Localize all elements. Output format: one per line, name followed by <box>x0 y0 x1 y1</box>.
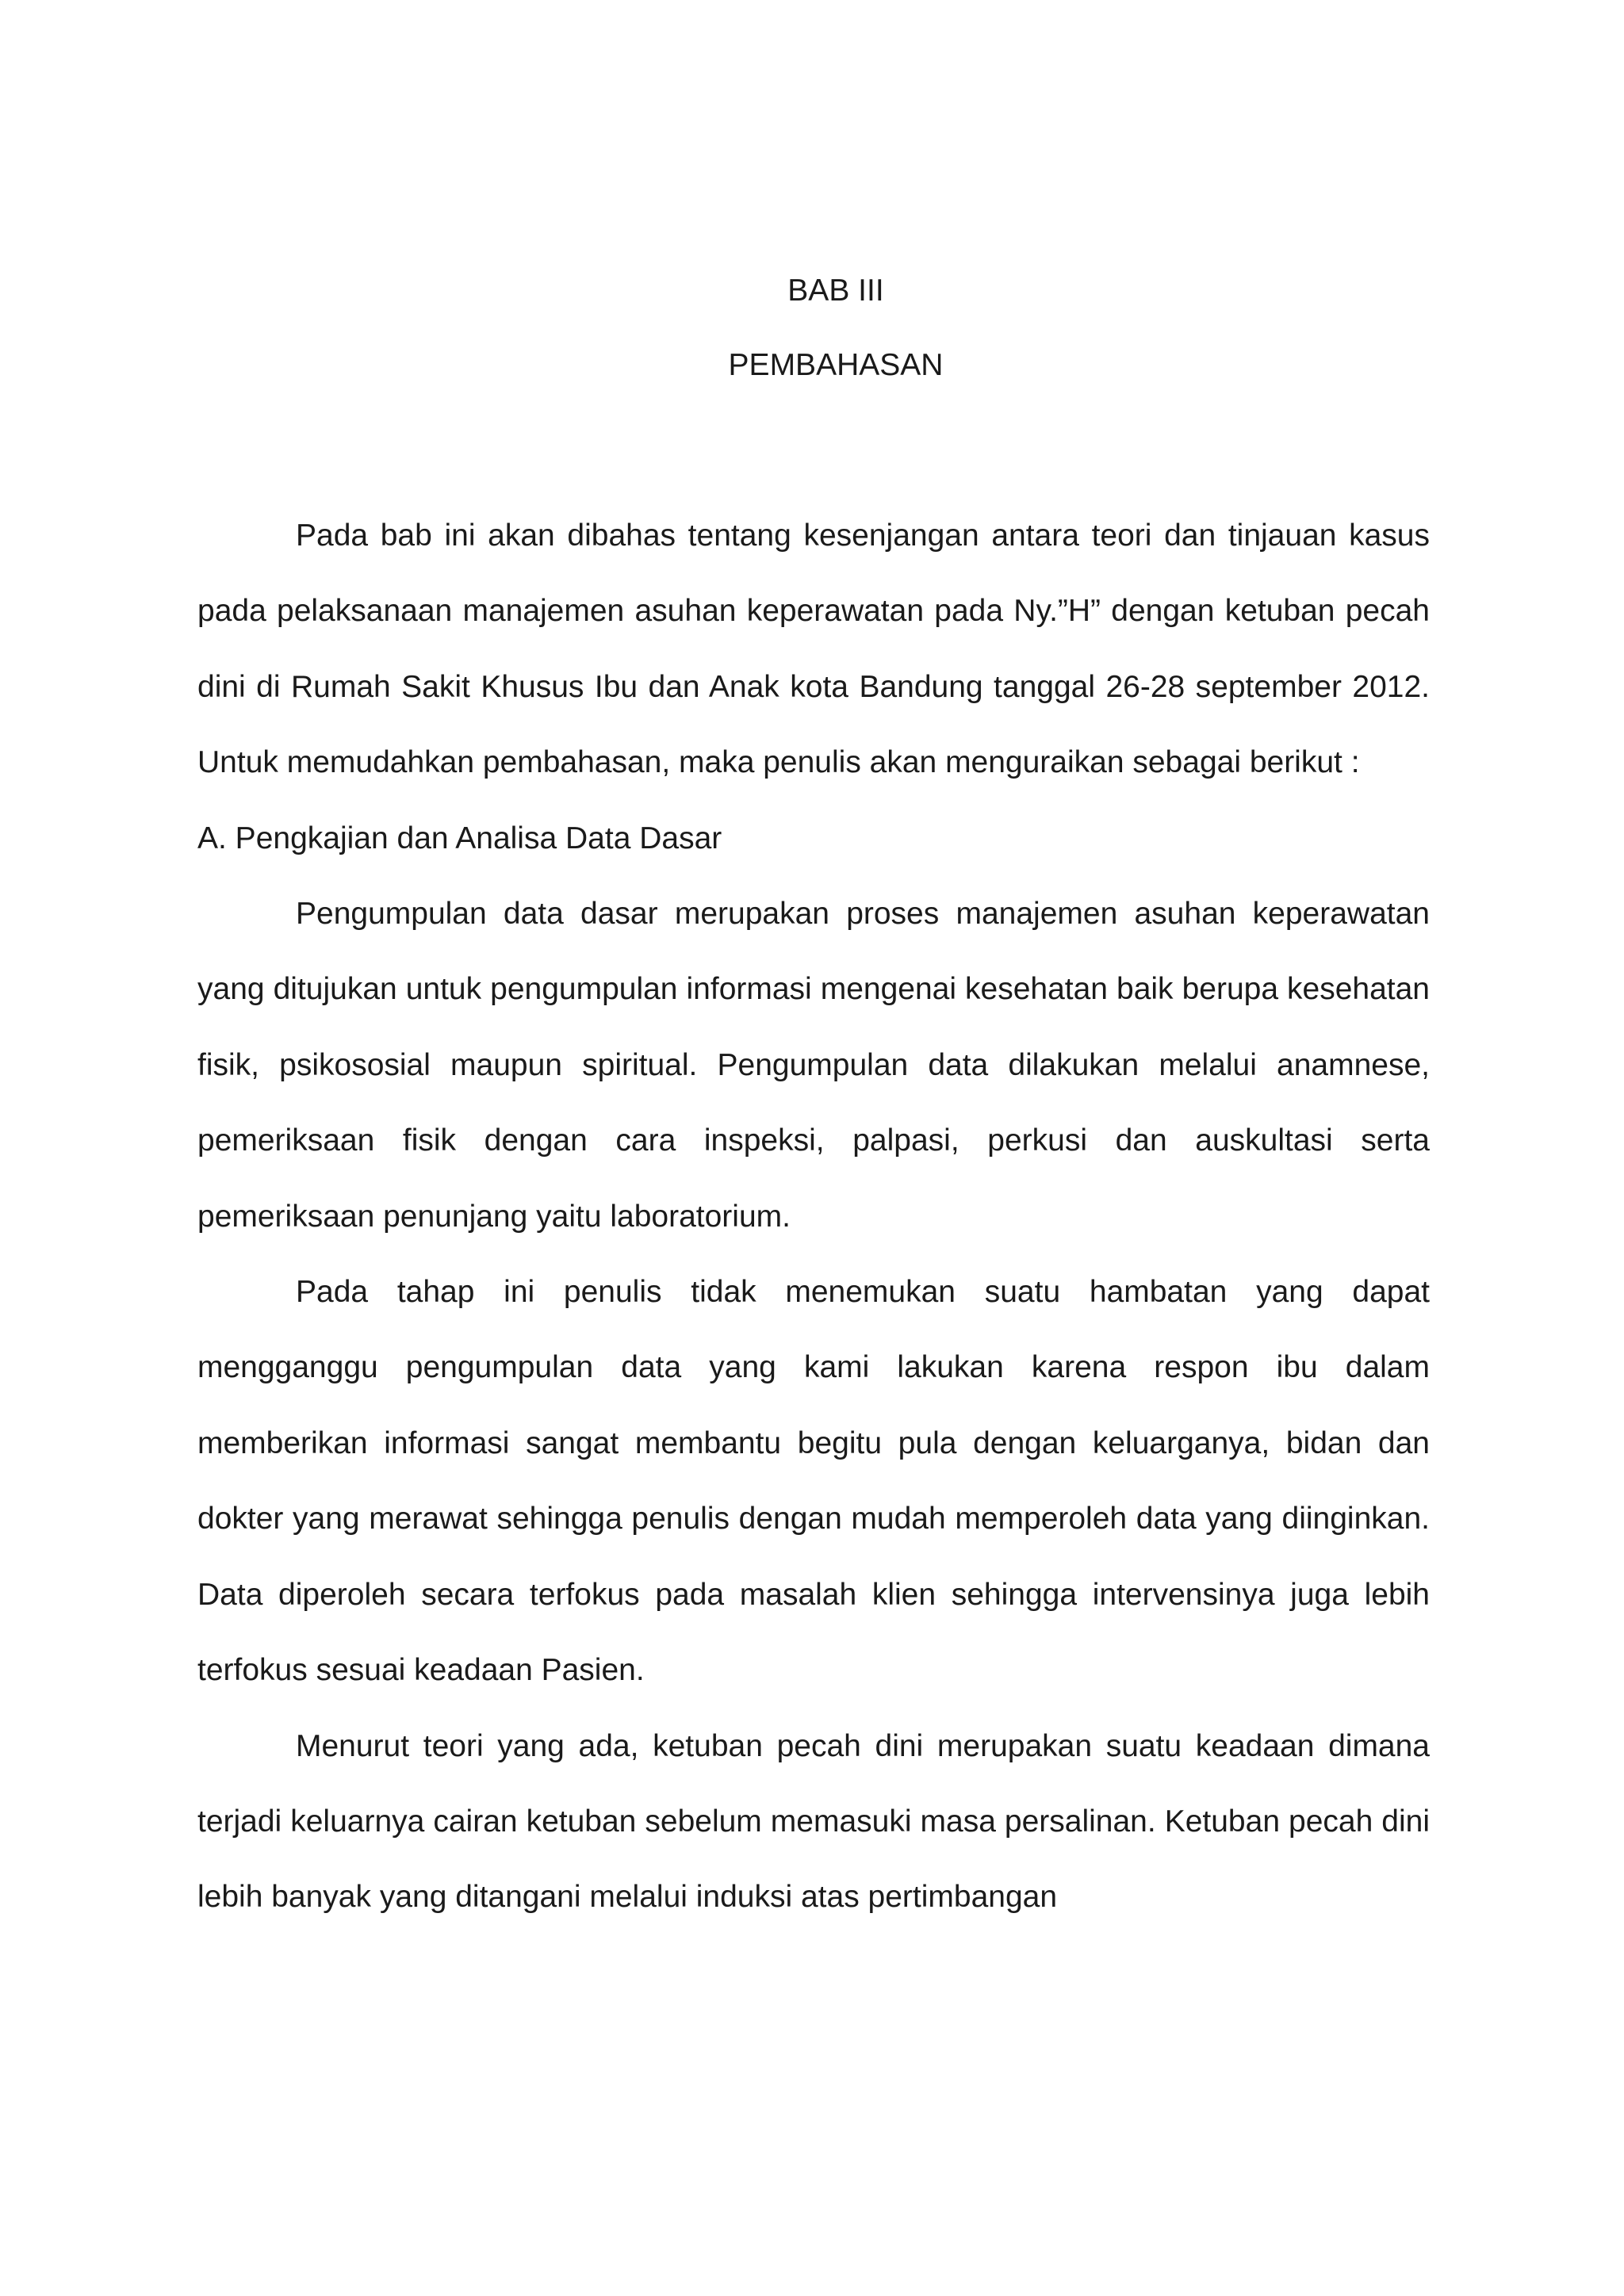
paragraph-theory: Menurut teori yang ada, ketuban pecah dini merupakan suatu keadaan dimana terjadi keluarnya cairan ketuban sebelum memasuki masa persalinan. Ketuban pecah dini lebih banyak yang ditangani melalui induksi atas pertimbangan <box>197 1728 1430 1915</box>
chapter-title: PEMBAHASAN <box>728 348 944 382</box>
section-heading-a: A. Pengkajian dan Analisa Data Dasar <box>197 821 722 855</box>
paragraph-intro: Pada bab ini akan dibahas tentang kesenjangan antara teori dan tinjauan kasus pada pelaksanaan manajemen asuhan keperawatan pada Ny.”H” dengan ketuban pecah dini di Rumah Sakit Khusus Ibu dan Anak kota Bandung tanggal 26-28 september 2012. Untuk memudahkan pembahasan, maka penulis akan menguraikan sebagai berikut : <box>197 519 1430 780</box>
document-body <box>197 498 1430 1935</box>
paragraph-data-collection: Pengumpulan data dasar merupakan proses manajemen asuhan keperawatan yang ditujukan untuk pengumpulan informasi mengenai kesehatan baik berupa kesehatan fisik, psikososial maupun spiritual. Pengumpulan data dilakukan melalui anamnese, pemeriksaan fisik dengan cara inspeksi, palpasi, perkusi dan auskultasi serta pemeriksaan penunjang yaitu laboratorium. <box>197 897 1430 1234</box>
paragraph-no-obstacles: Pada tahap ini penulis tidak menemukan suatu hambatan yang dapat mengganggu pengumpulan data yang kami lakukan karena respon ibu dalam memberikan informasi sangat membantu begitu pula dengan keluarganya, bidan dan dokter yang merawat sehingga penulis dengan mudah memperoleh data yang diinginkan. Data diperoleh secara terfokus pada masalah klien sehingga intervensinya juga lebih terfokus sesuai keadaan Pasien. <box>197 1275 1430 1688</box>
chapter-heading: BAB III <box>787 274 884 308</box>
